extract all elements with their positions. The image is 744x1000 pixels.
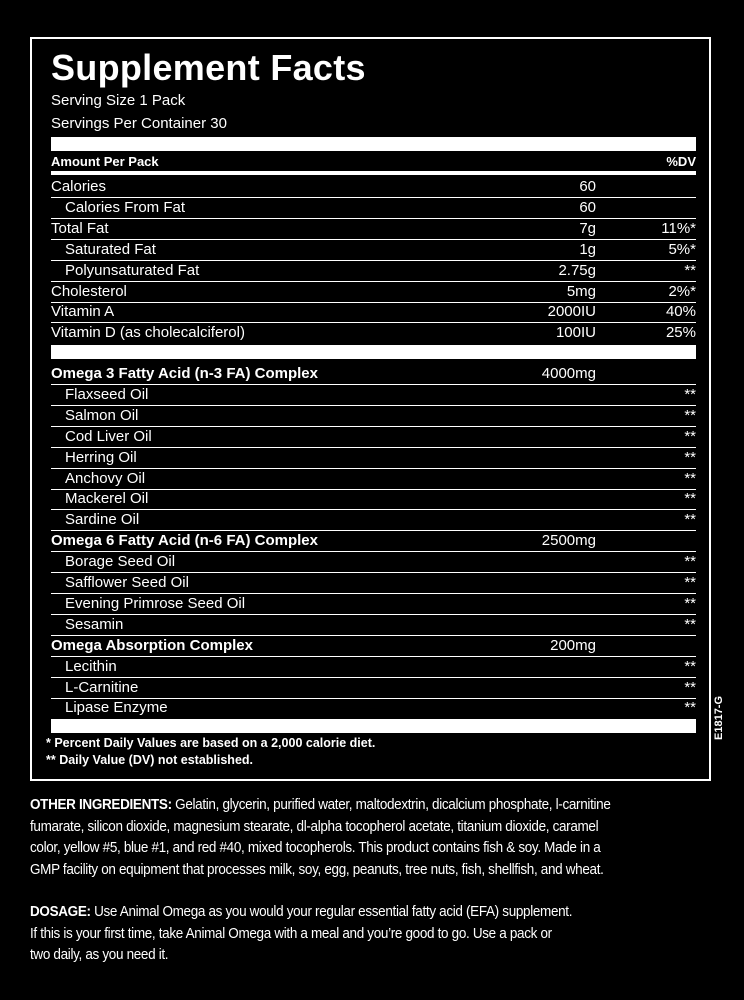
nutrient-row [51,323,696,343]
row-label: Flaxseed Oil [65,385,149,403]
nutrient-row [51,198,696,219]
ingredient-row [51,448,696,469]
amount-per-pack-label: Amount Per Pack [51,154,159,169]
ingredient-row [51,615,696,636]
divider-band [51,719,696,733]
nutrient-row [51,302,696,323]
ingredient-row [51,594,696,615]
row-label: Evening Primrose Seed Oil [65,594,246,612]
footnote-percent: * Percent Daily Values are based on a 2,000 calorie diet. [46,736,376,750]
nutrient-row [51,177,696,198]
row-dv: ** [684,490,696,508]
row-label: Borage Seed Oil [65,553,176,571]
dosage [30,902,714,967]
ingredient-row [51,406,696,427]
divider-band [51,137,696,151]
row-amount: 5mg [566,282,596,300]
divider-band [51,345,696,359]
serving-size: Serving Size 1 Pack [51,92,186,109]
other-ingredients-line: Gelatin, glycerin, purified water, maltodextrin, dicalcium phosphate, l-carnitine [171,797,611,813]
row-dv: ** [684,574,696,591]
nutrient-row [51,240,696,261]
row-dv: ** [684,553,696,571]
amount-header [51,153,696,175]
other-ingredients-line: GMP facility on equipment that processes milk, soy, egg, peanuts, tree nuts, fish, shellfish, and wheat. [30,861,604,878]
row-label: L-Carnitine [65,678,139,696]
row-amount: 4000mg [541,365,596,382]
row-dv: ** [684,678,696,696]
ingredient-row [51,510,696,531]
row-label: Omega Absorption Complex [51,636,253,654]
ingredient-row [51,489,696,510]
row-dv: 11%* [661,219,696,237]
ingredient-row [51,678,696,699]
ingredient-row [51,385,696,406]
nutrient-row [51,282,696,303]
row-dv: ** [684,615,696,633]
row-amount: 200mg [550,636,596,654]
row-dv: ** [684,699,696,717]
row-amount: 2.75g [558,261,596,279]
dosage-line: Use Animal Omega as you would your regular essential fatty acid (EFA) supplement. [90,904,573,920]
row-label: Vitamin A [51,303,115,321]
dv-header-label: %DV [666,154,696,169]
row-label: Salmon Oil [65,406,139,424]
row-label: Calories From Fat [65,198,186,216]
row-label: Sardine Oil [65,511,140,529]
row-label: Sesamin [65,615,124,633]
row-dv: ** [684,261,696,279]
row-label: Mackerel Oil [65,490,149,508]
row-label: Vitamin D (as cholecalciferol) [51,324,245,342]
row-dv: ** [684,594,696,612]
row-label: Omega 3 Fatty Acid (n-3 FA) Complex [51,365,318,382]
nutrient-row [51,261,696,282]
row-amount: 100IU [555,324,596,342]
panel-title: Supplement Facts [51,47,366,88]
dosage-line: If this is your first time, take Animal Omega with a meal and you’re good to go. Use a pack or [30,925,552,942]
ingredient-row [51,469,696,490]
product-code: E1817-G [713,695,725,740]
row-dv: ** [684,385,696,403]
row-dv: ** [684,448,696,466]
ingredient-row [51,552,696,573]
row-dv: ** [684,469,696,487]
row-label: Cholesterol [51,282,127,300]
row-label: Anchovy Oil [65,469,146,487]
row-dv: 25% [665,324,696,342]
row-amount: 2500mg [541,532,596,550]
row-label: Lipase Enzyme [65,699,168,717]
row-amount: 1g [579,240,596,258]
other-ingredients [30,795,714,881]
row-label: Herring Oil [65,448,137,466]
other-ingredients-line: color, yellow #5, blue #1, and red #40, mixed tocopherols. This product contains fish & soy. Made in a [30,840,601,856]
row-dv: ** [684,511,696,529]
supplement-facts-panel [30,37,711,781]
ingredient-row [51,698,696,718]
row-label: Omega 6 Fatty Acid (n-6 FA) Complex [51,532,318,550]
row-label: Calories [51,178,107,195]
row-dv: ** [684,406,696,424]
footnote-dv: ** Daily Value (DV) not established. [46,753,254,767]
row-dv: ** [684,427,696,445]
row-amount: 60 [579,198,596,216]
row-dv: 5%* [668,240,696,258]
row-amount: 60 [579,178,596,195]
row-label: Polyunsaturated Fat [65,261,200,279]
other-ingredients-line: fumarate, silicon dioxide, magnesium stearate, dl-alpha tocopherol acetate, titanium dioxide, caramel [30,818,599,835]
ingredient-row [51,657,696,678]
dosage-line: two daily, as you need it. [30,947,169,963]
row-label: Saturated Fat [65,240,156,258]
nutrient-row [51,219,696,240]
row-label: Total Fat [51,219,109,237]
dosage-label: DOSAGE: [30,904,91,920]
other-ingredients-label: OTHER INGREDIENTS: [30,797,172,813]
row-dv: 2%* [668,282,696,300]
row-amount: 2000IU [547,303,596,321]
row-dv: 40% [665,303,696,321]
servings-per-container: Servings Per Container 30 [51,115,227,132]
row-amount: 7g [579,219,596,237]
row-label: Lecithin [65,657,117,675]
row-label: Cod Liver Oil [65,427,152,445]
complex-row [51,364,696,385]
complex-row [51,531,696,552]
row-dv: ** [684,657,696,675]
ingredient-row [51,573,696,594]
row-label: Safflower Seed Oil [65,574,189,591]
complex-row [51,636,696,657]
ingredient-row [51,427,696,448]
